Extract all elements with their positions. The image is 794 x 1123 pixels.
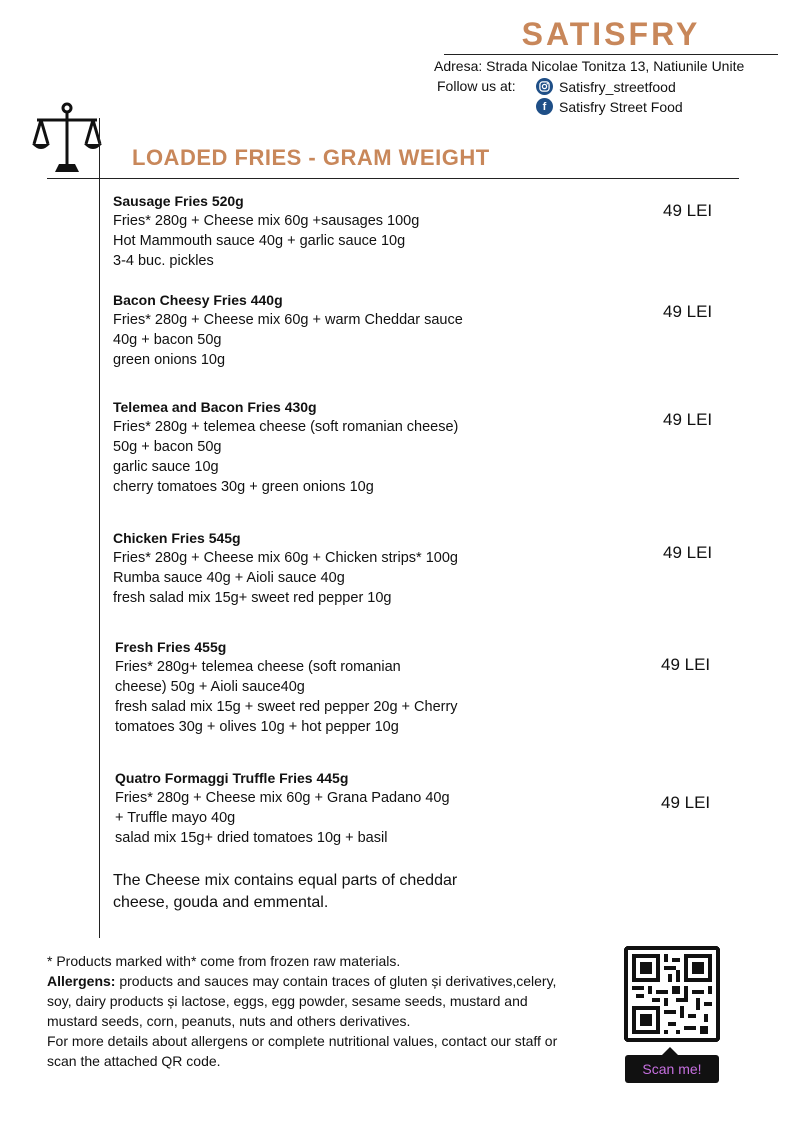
item-desc-line: Fries* 280g+ telemea cheese (soft romanian <box>115 659 401 675</box>
item-name: Telemea and Bacon Fries 430g <box>113 399 317 415</box>
item-desc-line: Fries* 280g + Cheese mix 60g + warm Cheddar sauce <box>113 312 463 328</box>
facebook-handle: Satisfry Street Food <box>559 98 683 115</box>
item-desc-line: Fries* 280g + Cheese mix 60g + Grana Padano 40g <box>115 790 450 806</box>
allergens-label: Allergens: <box>47 973 116 989</box>
follow-label: Follow us at: <box>437 78 516 94</box>
frozen-note: * Products marked with* come from frozen raw materials. <box>47 953 401 969</box>
item-desc-line: garlic sauce 10g <box>113 459 219 475</box>
item-desc-line: + Truffle mayo 40g <box>115 810 236 826</box>
item-desc-line: tomatoes 30g + olives 10g + hot pepper 10g <box>115 719 399 735</box>
item-name: Quatro Formaggi Truffle Fries 445g <box>115 770 349 786</box>
address: Adresa: Strada Nicolae Tonitza 13, Natiunile Unite <box>434 58 745 74</box>
cheese-mix-note <box>113 870 457 914</box>
item-name: Bacon Cheesy Fries 440g <box>113 292 283 308</box>
item-desc-line: Fries* 280g + Cheese mix 60g + Chicken strips* 100g <box>113 550 458 566</box>
instagram-handle: Satisfry_streetfood <box>559 78 676 95</box>
item-desc-line: Rumba sauce 40g + Aioli sauce 40g <box>113 570 345 586</box>
item-price: 49 LEI <box>663 543 713 562</box>
item-desc-line: fresh salad mix 15g + sweet red pepper 20g + Cherry <box>115 699 458 715</box>
scale-icon <box>31 100 103 176</box>
brand-name: SATISFRY <box>521 16 701 52</box>
menu-item <box>113 290 463 370</box>
allergens-note <box>47 971 567 1031</box>
facebook-icon: f <box>536 98 553 115</box>
facebook-link[interactable] <box>536 98 683 115</box>
item-desc-line: Fries* 280g + telemea cheese (soft romanian cheese) <box>113 419 459 435</box>
item-desc-line: 40g + bacon 50g <box>113 332 222 348</box>
item-desc-line: cherry tomatoes 30g + green onions 10g <box>113 479 374 495</box>
scan-me-button[interactable]: Scan me! <box>625 1055 719 1083</box>
item-desc-line: Hot Mammouth sauce 40g + garlic sauce 10g <box>113 233 406 249</box>
item-price: 49 LEI <box>663 302 713 321</box>
note-line: cheese, gouda and emmental. <box>113 894 329 911</box>
item-desc-line: Fries* 280g + Cheese mix 60g +sausages 100g <box>113 213 420 229</box>
item-desc-line: 50g + bacon 50g <box>113 439 222 455</box>
item-desc-line: fresh salad mix 15g+ sweet red pepper 10g <box>113 590 392 606</box>
details-note: For more details about allergens or complete nutritional values, contact our staff or scan the attached QR code. <box>47 1033 558 1069</box>
note-line: The Cheese mix contains equal parts of cheddar <box>113 872 458 889</box>
brand-divider <box>444 54 778 55</box>
allergen-footer <box>47 951 567 1071</box>
item-name: Sausage Fries 520g <box>113 193 244 209</box>
item-desc-line: 3-4 buc. pickles <box>113 253 214 269</box>
qr-code-icon[interactable] <box>624 946 720 1042</box>
item-desc-line: green onions 10g <box>113 352 226 368</box>
instagram-icon <box>536 78 553 95</box>
item-price: 49 LEI <box>663 410 713 429</box>
allergens-text: products and sauces may contain traces of gluten și derivatives,celery, soy, dairy products și lactose, eggs, egg powder, sesame seeds, mustard and mustard seeds, corn, peanuts, nuts and others derivatives. <box>47 973 557 1029</box>
menu-item <box>113 528 458 608</box>
item-name: Chicken Fries 545g <box>113 530 241 546</box>
item-desc-line: salad mix 15g+ dried tomatoes 10g + basil <box>115 830 388 846</box>
menu-item <box>115 768 450 848</box>
menu-item <box>115 637 458 737</box>
menu-item <box>113 191 419 271</box>
title-divider <box>47 178 739 179</box>
item-desc-line: cheese) 50g + Aioli sauce40g <box>115 679 305 695</box>
instagram-link[interactable] <box>536 78 676 95</box>
menu-item <box>113 397 458 497</box>
item-price: 49 LEI <box>661 655 711 674</box>
vertical-divider <box>99 118 100 938</box>
item-name: Fresh Fries 455g <box>115 639 227 655</box>
section-title: LOADED FRIES - GRAM WEIGHT <box>132 145 490 170</box>
item-price: 49 LEI <box>663 201 713 220</box>
item-price: 49 LEI <box>661 793 711 812</box>
